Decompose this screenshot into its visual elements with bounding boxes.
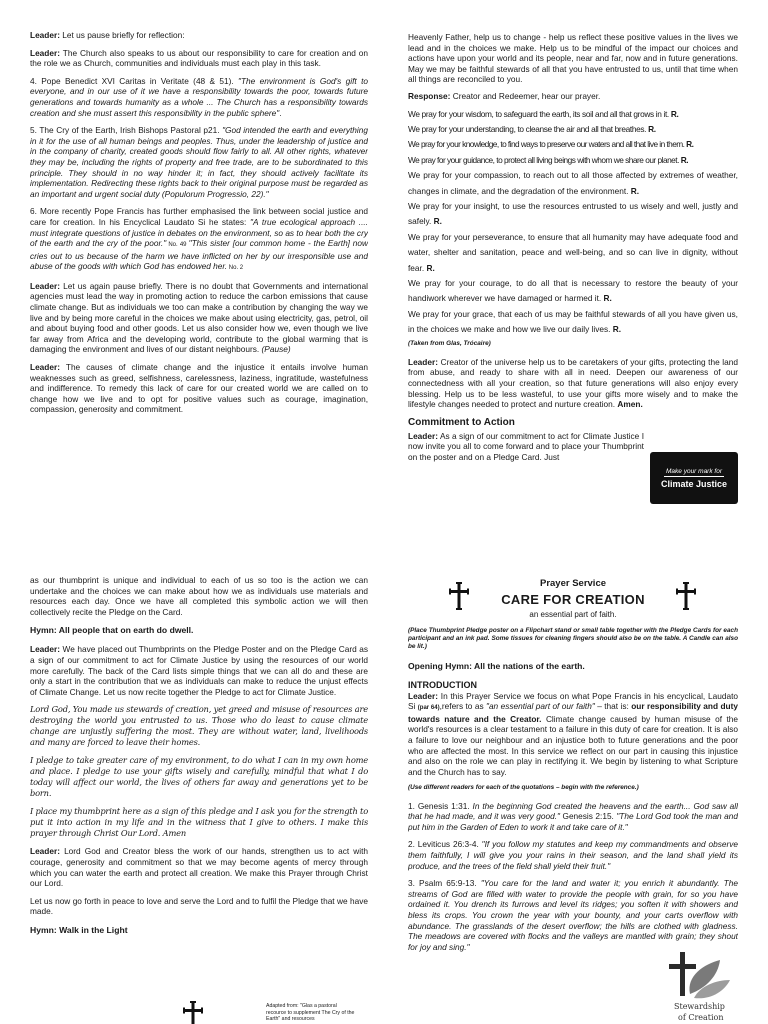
hymn-line: Hymn: Walk in the Light (30, 924, 128, 935)
paragraph: 4. Pope Benedict XVI Caritas in Veritate (48 & 51). "The environment is God's gift to everyone, and in our use of it we have a responsibility towards the poor, towards future generations and towards humanity as a whole ... The Church has a responsibility towards creation and she must assert this responsibility in the public sphere". (30, 75, 368, 118)
page-title: CARE FOR CREATION (501, 592, 645, 607)
petition: We pray for your wisdom, to safeguard the earth, its soil and all that grows in it. R. (408, 108, 679, 119)
petitions-list (408, 107, 738, 338)
subtitle: an essential part of faith. (529, 610, 617, 619)
hymn-line: Opening Hymn: All the nations of the earth. (408, 660, 585, 671)
kicker: Prayer Service (539, 578, 607, 589)
paragraph: as our thumbprint is unique and individual to each of us so too is the action we can undertake and the choices we can make about how we as individuals use materials and resources each day. Once we have all completed this symbolic action we will then collectively recite the Pledge on the Card. (30, 575, 368, 617)
source-note: (Taken from Glas, Trócaire) (408, 339, 491, 347)
paragraph: Leader: Let us pause briefly for reflection: (30, 30, 185, 40)
petition: We pray for your grace, that each of us may be faithful stewards of all you have given us, in the choices we make and how we live our daily lives. R. (408, 308, 738, 335)
bottom-left-column (30, 575, 368, 1024)
section-heading: Commitment to Action (408, 416, 515, 428)
climate-justice-badge: Make your mark for Climate Justice (650, 452, 738, 504)
petition: We pray for your guidance, to protect all living beings with whom we share our planet. R. (408, 154, 689, 165)
pledge-text: Lord God, You made us stewards of creation, yet greed and misuse of resources are destroying the world you entrusted to us. Those who do least to cause climate change are unjustly suffering the most. They are without water, land, livelihoods and many are forced to leave their homes. (30, 704, 368, 748)
stewardship-logo (660, 946, 738, 1024)
petition: We pray for your courage, to do all that is necessary to restore the beauty of your handiwork wherever we have damaged or harmed it. R. (408, 278, 738, 304)
petition: We pray for your compassion, to reach out to all those affected by extremes of weather, changes in climate, and the degradation of the environment. R. (408, 170, 738, 196)
petition: We pray for your knowledge, to find ways to preserve our waters and all that live in them. R. (408, 139, 694, 150)
petition: We pray for your understanding, to cleanse the air and all that breathes. R. (408, 123, 656, 134)
adapted-note: Adapted from: "Glas a pastoral recource to supplement The Cry of the Earth" and resources (266, 1003, 355, 1023)
paragraph: Leader: The Church also speaks to us about our responsibility to care for creation and on the role we as Church, communities and individuals must each play in this task. (30, 47, 368, 69)
paragraph: 5. The Cry of the Earth, Irish Bishops Pastoral p21. "God intended the earth and everything in it for the use of all human beings and peoples. Thus, under the leadership of justice and in the company of charity, created goods should flow fairly to all. All other rights, whatever they may be, including the rights of property and free trade, are to be subordinated to this principle. They should in no way hinder it; in fact, they should actively facilitate its implementation. Redirecting these rights back to their original purpose must be regarded as an important and urgent social duty (Populorum Progressio, 22)." (30, 125, 368, 199)
scripture-reading: 2. Leviticus 26:3-4. "If you follow my statutes and keep my commandments and observe them faithfully, I will give you your rains in their season, and the land shall yield its produce, and the trees of the field shall yield their fruit." (408, 839, 738, 871)
paragraph: Let us now go forth in peace to love and serve the Lord and to fulfil the Pledge that we have made. (30, 895, 368, 917)
readers-note: (Use different readers for each of the quotations – begin with the reference.) (408, 784, 639, 792)
paragraph: 6. More recently Pope Francis has further emphasised the link between social justice and care for creation. In his Encyclical Laudato Si he states: "A true ecological approach .... must integrate questions of justice in debates on the environment, so as to hear both the cry of the earth and the cry of the poor." No. 49 "This sister [our common home - the Earth] now cries out to us because of the harm we have inflicted on her by our irresponsible use and abuse of the goods with which God has endowed her. No. 2 (30, 206, 368, 272)
petition: We pray for your insight, to use the resources entrusted to us wisely and well, justly and safely. R. (408, 201, 738, 227)
bottom-right-column (408, 575, 738, 1024)
cross-icon (182, 1000, 204, 1024)
section-heading: INTRODUCTION (408, 679, 477, 690)
logo-text: of Creation (678, 1013, 724, 1022)
scripture-reading: 1. Genesis 1:31. In the beginning God created the heavens and the earth... God saw all that he had made, and it was very good." Genesis 2:15. "The Lord God took the man and put him in the Garden of Eden to work it and take care of it." (408, 800, 738, 832)
paragraph: Heavenly Father, help us to change - help us reflect these positive values in the lives we lead and in the choices we make. Help us to be mindful of the impact our choices and actions have upon your world and its people, near and far, now and in future generations. May we may be faithful stewards of all that you have entrusted to us, until that time when all things are reconciled to you. (408, 32, 738, 85)
paragraph: Leader: Creator of the universe help us to be caretakers of your gifts, protecting the land from abuse, and ready to share with all in need. Deepen our awareness of our connectedness with all your creation, so that future generations will also enjoy every blessing. Help us to be less wasteful, to use your gifts more wisely and to make the lifestyle changes needed to protect and nurture creation. Amen. (408, 356, 738, 410)
top-right-column (408, 32, 738, 537)
paragraph: Leader: Lord God and Creator bless the work of our hands, strengthen us to act with courage, generosity and commitment so that we may become agents of mercy through which you can water the earth and protect all creation. We make this Prayer through Christ our Lord. (30, 846, 368, 889)
pledge-text: I place my thumbprint here as a sign of this pledge and I ask you for the strength to put it into action in my life and in the witness that I give to others. I make this prayer through Christ Our Lord. Amen (30, 806, 368, 839)
response-line: Response: Creator and Redeemer, hear our prayer. (408, 90, 601, 101)
paragraph: Leader: Let us again pause briefly. There is no doubt that Governments and international agencies must lead the way in promoting action to reduce the carbon emissions that cause climate change. But as individuals we too can make a contribution by changing the way we live and by being more careful in the choices we make about using electricity, gas, petrol, oil and about buying food and other goods. Let us also consider how we, even though we live far away from Africa and the developing world, contribute to the global warming that is damaging the environment and lives of our distant neighbours. (Pause) (30, 280, 368, 355)
petition: We pray for your perseverance, to ensure that all humanity may have adequate food and water, shelter and sanitation, peace and well-being, and so can live in dignity, without fear. R. (408, 231, 738, 273)
instructions: (Place Thumbprint Pledge poster on a Flipchart stand or small table together with the Pledge Cards for each participant and an ink pad. Some tissues for cleaning fingers should also be on the table. A Candle can also be lit.) (408, 627, 738, 651)
paragraph: Leader: In this Prayer Service we focus on what Pope Francis in his encyclical, Laudato Si (par 64),refers to as "an essential part of our faith" – that is: our responsibility and duty towards nature and the Creator. Climate change caused by human misuse of the world's resources is a clear testament to a failure in this duty of care for creation. It is also a failure to love our neighbour and an injustice both to future generations and the poor who are affected the most. In this service we reflect on our part in causing this injustice and also on the role we can play in rectifying it. We begin by listening to what Scripture and the Church has to say. (408, 690, 738, 777)
paragraph: Leader: As a sign of our commitment to act for Climate Justice I now invite you all to come forward and to place your Thumbprint on the poster and on a Pledge Card. Just (408, 430, 644, 463)
paragraph: Leader: The causes of climate change and the injustice it entails involve human weaknesses such as greed, selfishness, carelessness, laziness, ingratitude, wastefulness and indifference. To remedy this lack of care for our created world we are called on to change how we live and to opt for positive values such as courage, imagination, compassion, generosity and commitment. (30, 362, 368, 415)
scripture-reading: 3. Psalm 65:9-13. "You care for the land and water it; you enrich it abundantly. The streams of God are filled with water to provide the people with grain, for so you have ordained it. You drench its furrows and level its ridges; you soften it with showers and bless its crops. You crown the year with your bounty, and your carts overflow with abundance. The grasslands of the desert overflow; the hills are clothed with gladness. The meadows are covered with flocks and the valleys are mantled with grain; they shout for joy and sing." (408, 878, 738, 952)
top-left-column (30, 30, 368, 500)
logo-text: Stewardship (674, 1002, 725, 1011)
hymn-line: Hymn: All people that on earth do dwell. (30, 625, 194, 636)
pledge-text: I pledge to take greater care of my environment, to do what I can in my own home and place. I pledge to use your gifts wisely and carefully, mindful that what I do today will affect our world, the lives of others far away and generations yet to be born. (30, 755, 368, 799)
paragraph: Leader: We have placed out Thumbprints on the Pledge Poster and on the Pledge Card as a sign of our commitment to act for Climate Justice by using the resources of our world more carefully. The back of the Card lists simple things that we can all do and these are only a start in the contribution that we as individuals can make to reduce the unjust effects of Climate Change. Let us now recite together the Pledge to act for Climate Justice. (30, 644, 368, 697)
body (408, 627, 738, 959)
